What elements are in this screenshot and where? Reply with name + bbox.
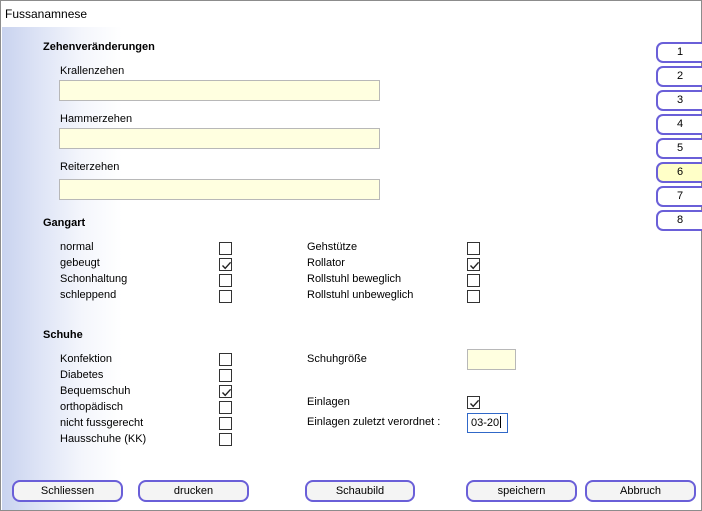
- tab-7-label: 7: [676, 190, 684, 202]
- tab-3[interactable]: [656, 90, 702, 111]
- tab-5[interactable]: [656, 138, 702, 159]
- gangart-label-schonhaltung: Schonhaltung: [60, 273, 128, 285]
- tab-5-label: 5: [676, 142, 684, 154]
- tab-7[interactable]: [656, 186, 702, 207]
- schuhe-checkbox-orthopaedisch[interactable]: [219, 401, 232, 414]
- tab-8[interactable]: [656, 210, 702, 231]
- zehen-heading: Zehenveränderungen: [43, 41, 155, 53]
- speichern-button[interactable]: speichern: [466, 480, 577, 502]
- gangart-checkbox-rollator[interactable]: [467, 258, 480, 271]
- gangart-checkbox-rollstuhl-unbeweglich[interactable]: [467, 290, 480, 303]
- checkmark-icon: [469, 260, 480, 271]
- schuhe-heading: Schuhe: [43, 329, 83, 341]
- schuhe-label-diabetes: Diabetes: [60, 369, 104, 381]
- gangart-label-normal: normal: [60, 241, 94, 253]
- schuhe-checkbox-hausschuhe[interactable]: [219, 433, 232, 446]
- schuhe-label-orthopaedisch: orthopädisch: [60, 401, 123, 413]
- schuhe-label-bequemschuh: Bequemschuh: [60, 385, 131, 397]
- einlagen-datum-value: 03-20: [471, 417, 500, 429]
- tab-4[interactable]: [656, 114, 702, 135]
- schuhgroesse-field[interactable]: [467, 349, 516, 370]
- schuhgroesse-label: Schuhgröße: [307, 353, 367, 365]
- gangart-label-rollator: Rollator: [307, 257, 345, 269]
- hammerzehen-label: Hammerzehen: [60, 113, 133, 125]
- schuhe-checkbox-diabetes[interactable]: [219, 369, 232, 382]
- schuhe-checkbox-konfektion[interactable]: [219, 353, 232, 366]
- checkmark-icon: [469, 398, 480, 409]
- einlagen-checkbox[interactable]: [467, 396, 480, 409]
- abbruch-button[interactable]: Abbruch: [585, 480, 696, 502]
- schuhe-label-konfektion: Konfektion: [60, 353, 112, 365]
- schliessen-button[interactable]: Schliessen: [12, 480, 123, 502]
- gangart-heading: Gangart: [43, 217, 86, 229]
- krallenzehen-field[interactable]: [59, 80, 380, 101]
- schuhe-label-nicht-fussgerecht: nicht fussgerecht: [60, 417, 144, 429]
- gangart-checkbox-rollstuhl-beweglich[interactable]: [467, 274, 480, 287]
- gangart-label-rollstuhl-unbeweglich: Rollstuhl unbeweglich: [307, 289, 414, 301]
- reiterzehen-label: Reiterzehen: [60, 161, 120, 173]
- einlagen-datum-label: Einlagen zuletzt verordnet :: [307, 416, 441, 428]
- gangart-label-rollstuhl-beweglich: Rollstuhl beweglich: [307, 273, 402, 285]
- einlagen-datum-input[interactable]: [467, 413, 508, 433]
- checkmark-icon: [221, 260, 232, 271]
- gangart-checkbox-normal[interactable]: [219, 242, 232, 255]
- tab-1-label: 1: [676, 46, 684, 58]
- gangart-label-gehstuetze: Gehstütze: [307, 241, 358, 253]
- tab-6-label: 6: [676, 166, 684, 178]
- schuhe-label-hausschuhe: Hausschuhe (KK): [60, 433, 147, 445]
- einlagen-label: Einlagen: [307, 396, 350, 408]
- krallenzehen-label: Krallenzehen: [60, 65, 125, 77]
- gangart-label-gebeugt: gebeugt: [60, 257, 100, 269]
- gangart-label-schleppend: schleppend: [60, 289, 117, 301]
- window-title: Fussanamnese: [5, 7, 88, 21]
- tab-2-label: 2: [676, 70, 684, 82]
- tab-2[interactable]: [656, 66, 702, 87]
- drucken-button[interactable]: drucken: [138, 480, 249, 502]
- schuhe-checkbox-nicht-fussgerecht[interactable]: [219, 417, 232, 430]
- schuhe-checkbox-bequemschuh[interactable]: [219, 385, 232, 398]
- schaubild-button[interactable]: Schaubild: [305, 480, 415, 502]
- gangart-checkbox-gehstuetze[interactable]: [467, 242, 480, 255]
- hammerzehen-field[interactable]: [59, 128, 380, 149]
- tab-6[interactable]: [656, 162, 702, 183]
- reiterzehen-field[interactable]: [59, 179, 380, 200]
- gangart-checkbox-schleppend[interactable]: [219, 290, 232, 303]
- gangart-checkbox-schonhaltung[interactable]: [219, 274, 232, 287]
- gangart-checkbox-gebeugt[interactable]: [219, 258, 232, 271]
- checkmark-icon: [221, 387, 232, 398]
- tab-1[interactable]: [656, 42, 702, 63]
- tab-3-label: 3: [676, 94, 684, 106]
- title-bar: [1, 1, 701, 27]
- text-caret: [500, 416, 501, 428]
- tab-8-label: 8: [676, 214, 684, 226]
- tab-4-label: 4: [676, 118, 684, 130]
